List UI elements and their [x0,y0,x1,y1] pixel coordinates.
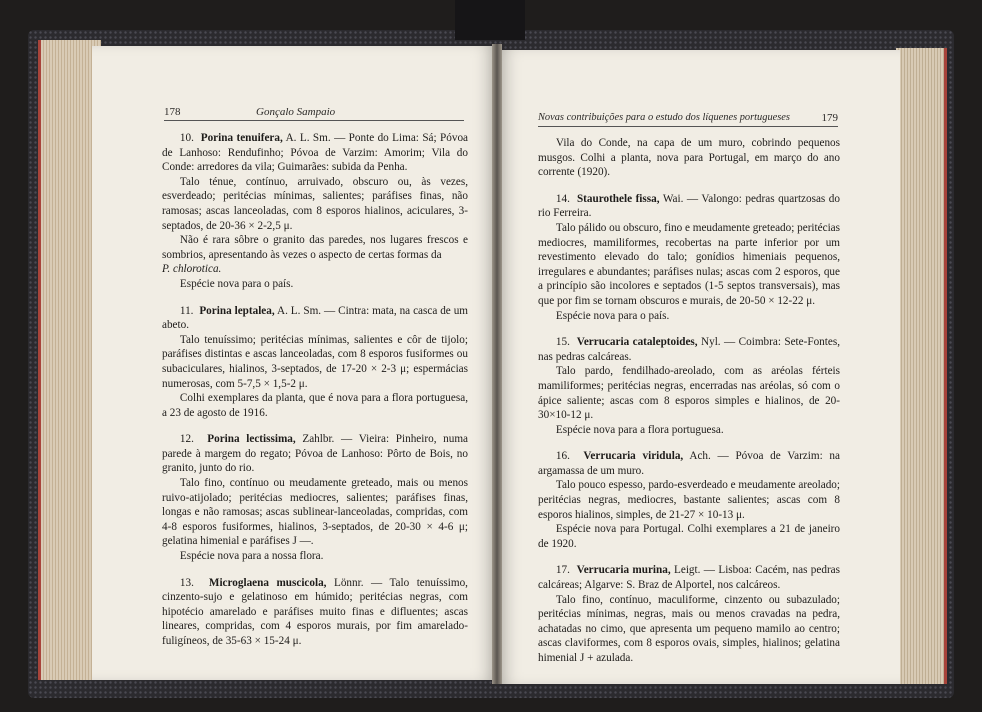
right-running-head: Novas contribuições para o estudo dos líquenes portugueses [538,112,790,123]
entry-text: Leigt. — Lisboa: Cacém, nas pedras calcáreas; Algarve: S. Braz de Alportel, nos calcáreos. [538,564,841,592]
page-edges-right [896,48,947,684]
book-gutter [492,44,502,684]
paragraph [538,364,840,422]
left-page [92,46,496,680]
entry-number: 16. [555,450,570,463]
entry-text: A. L. Sm. — Ponte do Lima: Sá; Póvoa de Lanhoso: Rendufinho; Póvoa de Varzim: Amorim; Vila do Conde: arredores da vila; Guimarães: subida da Penha. [162,132,469,174]
species-name: Verrucaria murina, [576,564,671,577]
paragraph-text: Espécie nova para Portugal. Colhi exemplares a 21 de janeiro de 1920. [538,523,840,550]
left-running-header [164,106,464,121]
paragraph [538,478,840,522]
paragraph [162,391,468,420]
species-entry [162,304,468,333]
species-entry [538,449,840,478]
entry-number: 17. [555,564,570,577]
paragraph-text: Vila do Conde, na capa de um muro, cobrindo pequenos musgos. Colhi a planta, nova para Portugal, em março do ano corrente (1920). [538,137,840,179]
paragraph [538,423,840,438]
right-page [498,50,900,684]
paragraph [162,233,468,277]
entry-number: 10. [179,132,194,144]
species-entry [162,432,468,476]
species-name: Porina leptalea, [199,304,275,317]
paragraph [162,549,468,564]
paragraph [162,333,468,391]
paragraph-text: Espécie nova para o país. [555,309,670,322]
left-page-number: 178 [164,106,181,118]
paragraph [538,309,840,324]
paragraph-text: Espécie nova para a flora portuguesa. [555,423,724,436]
paragraph [162,476,468,549]
paragraph [538,593,840,666]
right-page-number: 179 [821,112,838,124]
species-entry [538,335,840,364]
left-page-text [162,131,468,649]
right-page-text [538,136,840,666]
entry-text: Zahlbr. — Vieira: Pinheiro, numa parede à margem do regato; Póvoa de Lanhoso: Pôrto de Bois, no granito, junto do rio. [162,433,469,475]
species-name: Verrucaria viridula, [583,450,684,463]
left-running-head: Gonçalo Sampaio [256,106,336,118]
species-name: Verrucaria cataleptoides, [576,336,698,349]
paragraph-text: Talo pardo, fendilhado-areolado, com as aréolas férteis mamiliformes; peritécias negras, encerradas nas aréolas, só com o ápice saliente; ascas com 8 esporos simples e hialinos, de 20-30×10-12 μ. [538,365,840,422]
paragraph-text: Talo fino, contínuo ou meudamente greteado, mais ou menos ruivo-atijolado; peritécias mediocres, salientes; paráfises finas, longas e não ramosas; ascas sublinear-lanceoladas, compridas, com 4-8 esporos fusiformes, hialinos, 3-septados, de 20-30 × 4-6 μ; gelatina himenial e paráfises J —. [162,477,468,548]
species-name: Porina tenuifera, [200,132,283,144]
species-entry [538,563,840,592]
right-running-header [538,112,838,127]
species-reference: P. chlorotica. [162,263,222,276]
entry-text: Wai. — Valongo: pedras quartzosas do rio Ferreira. [538,192,840,220]
species-name: Staurothele fissa, [576,192,660,205]
paragraph [538,522,840,551]
paragraph-text: Espécie nova para a nossa flora. [179,550,324,563]
entry-number: 12. [179,433,194,446]
book-spine [455,0,525,40]
entry-number: 14. [555,192,570,205]
species-entry [162,131,468,175]
entry-number: 15. [555,336,570,349]
paragraph [538,136,840,180]
paragraph-text: Espécie nova para o país. [179,277,294,290]
entry-text: Ach. — Póvoa de Varzim: na argamassa de um muro. [538,450,840,477]
species-name: Porina lectissima, [207,433,296,446]
entry-text: A. L. Sm. — Cintra: mata, na casca de um abeto. [162,304,468,332]
paragraph-text: Talo tenuíssimo; peritécias mínimas, salientes e côr de tijolo; paráfises distintas e ascas lanceoladas, com 8 esporos fusiformes ou subaciculares, hialinos, 3-septados, de 17-20 × 2-3 μ; espermácias numerosas, com 5-7,5 × 1,5-2 μ. [162,333,468,390]
entry-number: 13. [179,576,194,589]
paragraph-text: Colhi exemplares da planta, que é nova para a flora portuguesa, a 23 de agosto de 1916. [162,392,468,419]
entry-text: Nyl. — Coimbra: Sete-Fontes, nas pedras calcáreas. [538,336,840,363]
paragraph-text: Talo ténue, contínuo, arruivado, obscuro ou, às vezes, esverdeado; peritécias mínimas, salientes; paráfises finas, não ramosas; ascas lanceoladas, com 8 esporos hialinos, aciculares, 3-septados, de 20-36 × 2-2,5 μ. [162,175,468,232]
species-name: Microglaena muscicola, [208,576,327,589]
paragraph-text: Talo pálido ou obscuro, fino e meudamente greteado; peritécias mediocres, mamiliformes, recobertas na parte inferior por um revestimento elevado do talo; gonídios himeniais pequenos, irregulares e abundantes; paráfises nulas; ascas com 2 esporos, que a princípio são incolores e septados (1-5 septos transversais), mas que por fim se tornam obscuros e murais, de 20-50 × 12-22 μ. [538,221,840,307]
paragraph-text: Não é rara sôbre o granito das paredes, nos lugares frescos e sombrios, apresentando às vezes o aspecto de certas formas da [162,234,468,261]
paragraph [538,221,840,309]
entry-number: 11. [179,304,194,317]
paragraph-text: Talo pouco espesso, pardo-esverdeado e meudamente areolado; peritécias negras, mediocres, bastante salientes; ascas com 8 esporos hialinos, simples, de 21-27 × 10-13 μ. [538,479,840,521]
entry-text: Lönnr. — Talo tenuíssimo, cinzento-sujo e gelatinoso em húmido; peritécias negras, com hipotécio amarelado e paráfises muito finas e difluentes; ascas lineares, compridas, com 4 esporos murais, por fim amarelado-fuligíneos, de 35-63 × 15-24 μ. [162,576,468,647]
paragraph [162,277,468,292]
species-entry [162,576,468,649]
species-entry [538,192,840,221]
paragraph-text: Talo fino, contínuo, maculiforme, cinzento ou subazulado; peritécias mínimas, negras, mais ou menos cravadas na pedra, achatadas no cimo, que apresenta um pequeno mamilo ao centro; ascas claviformes, com 8 esporos ovais, simples, hialinos; gelatina himenial J + azulada. [538,593,840,664]
paragraph [162,175,468,233]
